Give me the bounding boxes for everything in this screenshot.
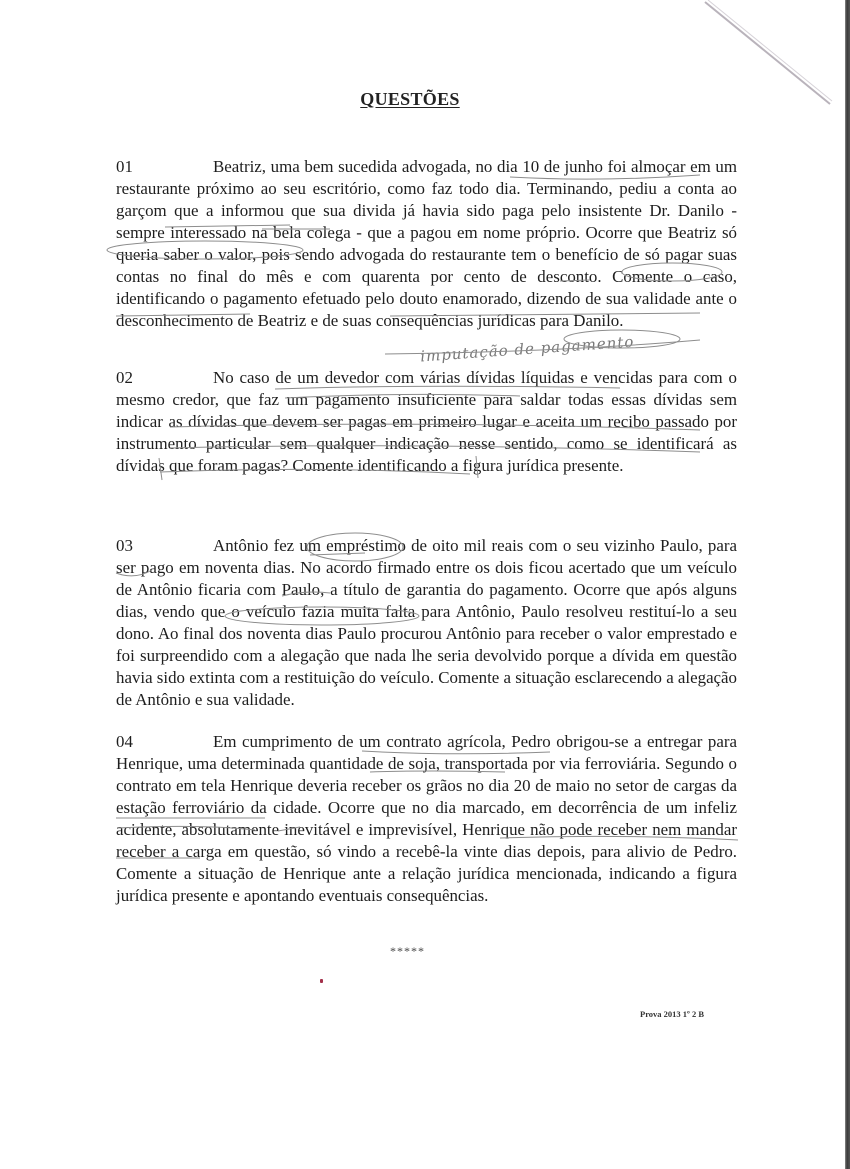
question-number: 02 <box>116 368 133 387</box>
question-number: 01 <box>116 157 133 176</box>
scan-edge-shadow <box>845 0 850 1169</box>
question-text: Beatriz, uma bem sucedida advogada, no dia 10 de junho foi almoçar em um restaurante próximo ao seu escritório, como faz todo dia. Terminando, pediu a conta ao garçom que a informou que sua divida já havia sido paga pelo insistente Dr. Danilo - sempre interessado na bela colega - que a pagou em nome próprio. Ocorre que Beatriz só queria saber o valor, pois sendo advogada do restaurante tem o benefício de só pagar suas contas no final do mês e com quarenta por cento de desconto. Comente o caso, identificando o pagamento efetuado pelo douto enamorado, dizendo de sua validade ante o desconhecimento de Beatriz e de suas consequências jurídicas para Danilo. <box>116 157 737 330</box>
question-02 <box>116 367 737 477</box>
question-text: No caso de um devedor com várias dívidas líquidas e vencidas para com o mesmo credor, que faz um pagamento insuficiente para saldar todas essas dívidas sem indicar as dívidas que devem ser pagas em primeiro lugar e aceita um recibo passado por instrumento particular sem qualquer indicação nesse sentido, como se identificará as dívidas que foram pagas? Comente identificando a figura jurídica presente. <box>116 368 737 475</box>
end-separator: ***** <box>390 944 425 958</box>
question-01 <box>116 156 737 332</box>
page-footer: Prova 2013 1º 2 B <box>640 1009 705 1019</box>
question-text: Em cumprimento de um contrato agrícola, Pedro obrigou-se a entregar para Henrique, uma determinada quantidade de soja, transportada por via ferroviária. Segundo o contrato em tela Henrique deveria receber os grãos no dia 20 de maio no setor de cargas da estação ferroviário da cidade. Ocorre que no dia marcado, em decorrência de um infeliz acidente, absolutamente inevitável e imprevisível, Henrique não pode receber nem mandar receber a carga em questão, só vindo a recebê-la vinte dias depois, para alivio de Pedro. Comente a situação de Henrique ante a relação jurídica mencionada, indicando a figura jurídica presente e apontando eventuais consequências. <box>116 732 737 905</box>
ink-speck <box>320 979 323 983</box>
handwritten-annotation: imputação de pagamento <box>419 332 635 366</box>
question-04 <box>116 731 737 907</box>
question-text: Antônio fez um empréstimo de oito mil reais com o seu vizinho Paulo, para ser pago em noventa dias. No acordo firmado entre os dois ficou acertado que um veículo de Antônio ficaria com Paulo, a título de garantia do pagamento. Ocorre que após alguns dias, vendo que o veículo fazia muita falta para Antônio, Paulo resolveu restituí-lo a seu dono. Ao final dos noventa dias Paulo procurou Antônio para receber o valor emprestado e foi surpreendido com a alegação que nada lhe seria devolvido porque a dívida em questão havia sido extinta com a restituição do veículo. Comente a situação esclarecendo a alegação de Antônio e sua validade. <box>116 536 737 709</box>
question-number: 04 <box>116 732 133 751</box>
question-number: 03 <box>116 536 133 555</box>
question-03 <box>116 535 737 711</box>
page-title: QUESTÕES <box>360 89 460 109</box>
